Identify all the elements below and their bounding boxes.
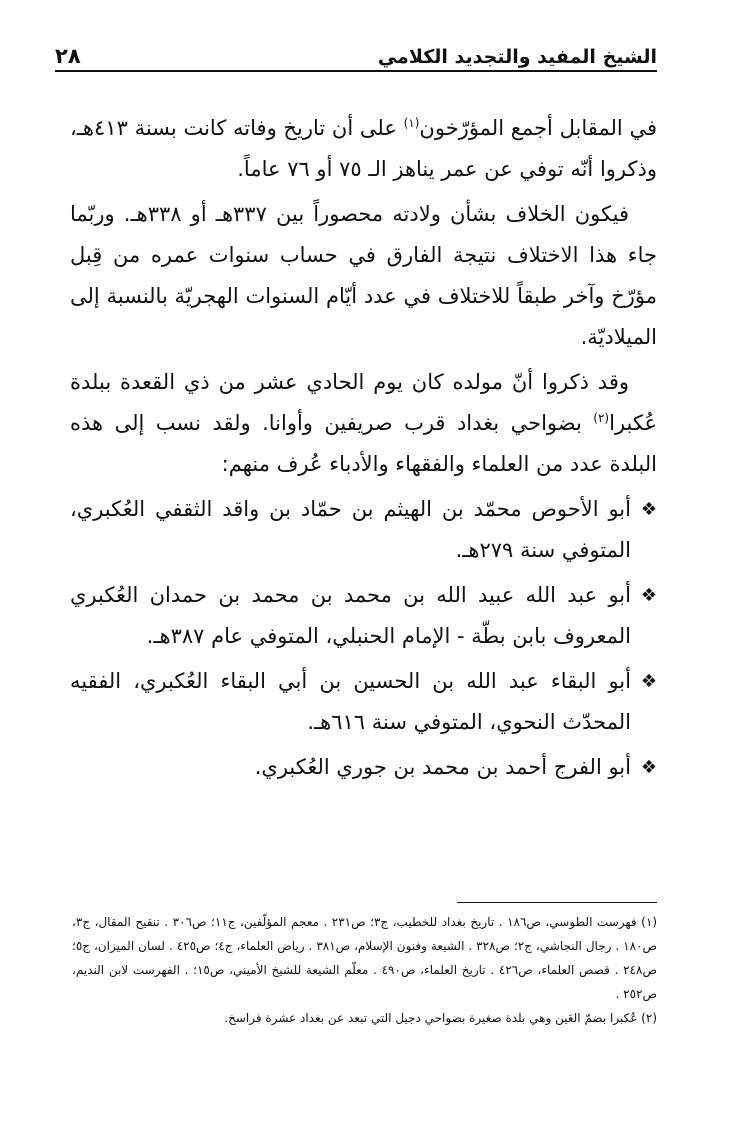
list-item-text: أبو عبد الله عبيد الله بن محمد بن محمد بن حمدان العُكبري المعروف بابن بطّة - الإمام الحنبلي، المتوفي عام ٣٨٧هـ. bbox=[70, 583, 631, 648]
bullet-icon: ❖ bbox=[640, 585, 657, 606]
footnote-1: (١) فهرست الطوسي، ص١٨٦ . تاريخ بغداد للخطيب، ج٣؛ ص٢٣١ . معجم المؤلّفين، ج١١؛ ص٣٠٦ . تنقيح المقال، ج٣، ص١٨٠ . رجال النجاشي، ج٢؛ ص٣٢٨ . الشيعة وفنون الإسلام، ص٣٨١ . رياض العلماء، ج٤؛ ص٤٢٥ . لسان الميزان، ج٥؛ ص٢٤٨ . قصص العلماء، ص٤٢٦ . تاريخ العلماء، ص٤٩٠ . معلّم الشيعة للشيخ الأميني، ص١٥؛ . الفهرست لابن النديم، ص٢٥٢ . bbox=[72, 915, 658, 1001]
list-item bbox=[70, 489, 657, 571]
page-header bbox=[55, 34, 657, 72]
paragraph-3-tail: بضواحي بغداد قرب صريفين وأوانا. ولقد نسب إلى هذه البلدة عدد من العلماء والفقهاء والأدباء عُرف منهم: bbox=[70, 411, 657, 476]
footnote-2: (٢) عُكبرا بضمّ العَين وهي بلدة صغيرة بضواحي دجيل التي تبعد عن بغداد عشرة فراسخ. bbox=[224, 1011, 657, 1025]
paragraph-2: فيكون الخلاف بشأن ولادته محصوراً بين ٣٣٧هـ أو ٣٣٨هـ. وربّما جاء هذا الاختلاف نتيجة الفارق في حساب سنوات عمره من قِبل مؤرّخ وآخر طبقاً للاختلاف في عدد أيّام السنوات الهجريّة بالنسبة إلى الميلاديّة. bbox=[70, 202, 657, 349]
list-item bbox=[70, 661, 657, 743]
footnote-divider bbox=[457, 902, 657, 903]
running-title: الشيخ المفيد والتجديد الكلامي bbox=[377, 46, 657, 68]
list-item-text: أبو البقاء عبد الله بن الحسين بن أبي البقاء العُكبري، الفقيه المحدّث النحوي، المتوفي سنة ٦١٦هـ. bbox=[70, 669, 631, 734]
footnotes bbox=[72, 910, 657, 1030]
bullet-icon: ❖ bbox=[640, 499, 657, 520]
list-item bbox=[70, 747, 657, 788]
list-item bbox=[70, 575, 657, 657]
bullet-icon: ❖ bbox=[640, 671, 657, 692]
footnote-ref-2: (٢) bbox=[593, 411, 610, 425]
list-item-text: أبو الأحوص محمّد بن الهيثم بن حمّاد بن واقد الثقفي العُكبري، المتوفي سنة ٢٧٩هـ. bbox=[70, 497, 631, 562]
page-number: ٢٨ bbox=[55, 44, 81, 68]
list-item-text: أبو الفرج أحمد بن محمد بن جوري العُكبري. bbox=[254, 755, 631, 779]
paragraph-3-text: وقد ذكروا أنّ مولده كان يوم الحادي عشر من ذي القعدة ببلدة عُكبرا bbox=[70, 370, 657, 435]
paragraph-3 bbox=[70, 362, 657, 485]
paragraph-1-tail: على أن تاريخ وفاته كانت بسنة ٤١٣هـ، وذكروا أنّه توفي عن عمر يناهز الـ ٧٥ أو ٧٦ عاماً. bbox=[70, 116, 657, 181]
footnote-ref-1: (١) bbox=[403, 116, 420, 130]
main-text bbox=[70, 108, 657, 792]
paragraph-1 bbox=[70, 108, 657, 190]
paragraph-1-text: في المقابل أجمع المؤرّخون bbox=[419, 116, 657, 140]
bullet-icon: ❖ bbox=[640, 757, 657, 778]
